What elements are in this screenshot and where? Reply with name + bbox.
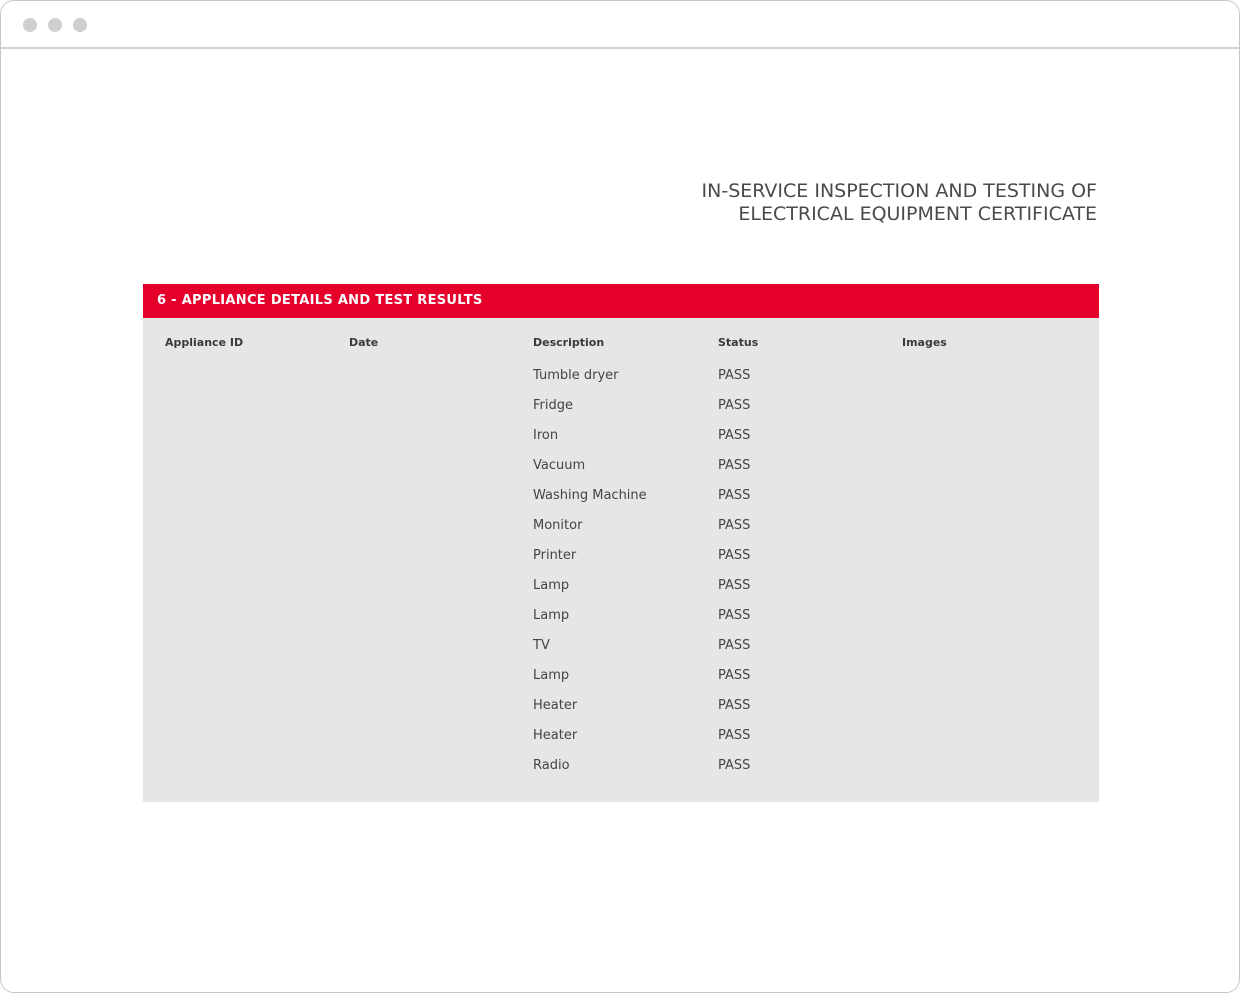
cell-description: Lamp [533, 608, 570, 623]
cell-status: PASS [718, 518, 751, 533]
cell-description: Monitor [533, 518, 583, 533]
window-close-dot-icon[interactable] [23, 18, 37, 32]
cell-description: Vacuum [533, 458, 586, 473]
cell-status: PASS [718, 638, 751, 653]
cell-description: Iron [533, 428, 559, 443]
cell-status: PASS [718, 398, 751, 413]
cell-status: PASS [718, 488, 751, 503]
table-body [143, 368, 1099, 788]
cell-description: Heater [533, 728, 578, 743]
cell-status: PASS [718, 668, 751, 683]
window-maximize-dot-icon[interactable] [73, 18, 87, 32]
column-header-date: Date [349, 336, 379, 349]
certificate-title-line-1: IN-SERVICE INSPECTION AND TESTING OF [701, 180, 1097, 202]
cell-description: Heater [533, 698, 578, 713]
cell-status: PASS [718, 698, 751, 713]
table-row [143, 488, 1099, 518]
section-heading: 6 - APPLIANCE DETAILS AND TEST RESULTS [143, 284, 1099, 318]
cell-description: Printer [533, 548, 577, 563]
window-minimize-dot-icon[interactable] [48, 18, 62, 32]
cell-description: Lamp [533, 578, 570, 593]
table-row [143, 578, 1099, 608]
certificate-title [702, 180, 1097, 226]
table-row [143, 638, 1099, 668]
column-header-status: Status [718, 336, 759, 349]
window-titlebar [1, 1, 1239, 49]
cell-description: Washing Machine [533, 488, 647, 503]
table-row [143, 698, 1099, 728]
table-header-row [143, 336, 1099, 352]
table-row [143, 398, 1099, 428]
column-header-images: Images [902, 336, 947, 349]
cell-description: Lamp [533, 668, 570, 683]
table-row [143, 458, 1099, 488]
column-header-description: Description [533, 336, 605, 349]
table-row [143, 668, 1099, 698]
table-row [143, 608, 1099, 638]
table-row [143, 428, 1099, 458]
cell-description: Tumble dryer [533, 368, 619, 383]
cell-status: PASS [718, 428, 751, 443]
cell-status: PASS [718, 728, 751, 743]
table-row [143, 728, 1099, 758]
cell-status: PASS [718, 548, 751, 563]
table-row [143, 368, 1099, 398]
cell-status: PASS [718, 368, 751, 383]
cell-description: Fridge [533, 398, 573, 413]
table-row [143, 518, 1099, 548]
cell-status: PASS [718, 578, 751, 593]
appliance-results-section [143, 284, 1099, 802]
cell-status: PASS [718, 458, 751, 473]
certificate-title-line-2: ELECTRICAL EQUIPMENT CERTIFICATE [738, 203, 1097, 225]
cell-status: PASS [718, 758, 751, 773]
table-row [143, 548, 1099, 578]
cell-description: TV [533, 638, 550, 653]
table-row [143, 758, 1099, 788]
cell-status: PASS [718, 608, 751, 623]
column-header-appliance-id: Appliance ID [165, 336, 244, 349]
cell-description: Radio [533, 758, 570, 773]
